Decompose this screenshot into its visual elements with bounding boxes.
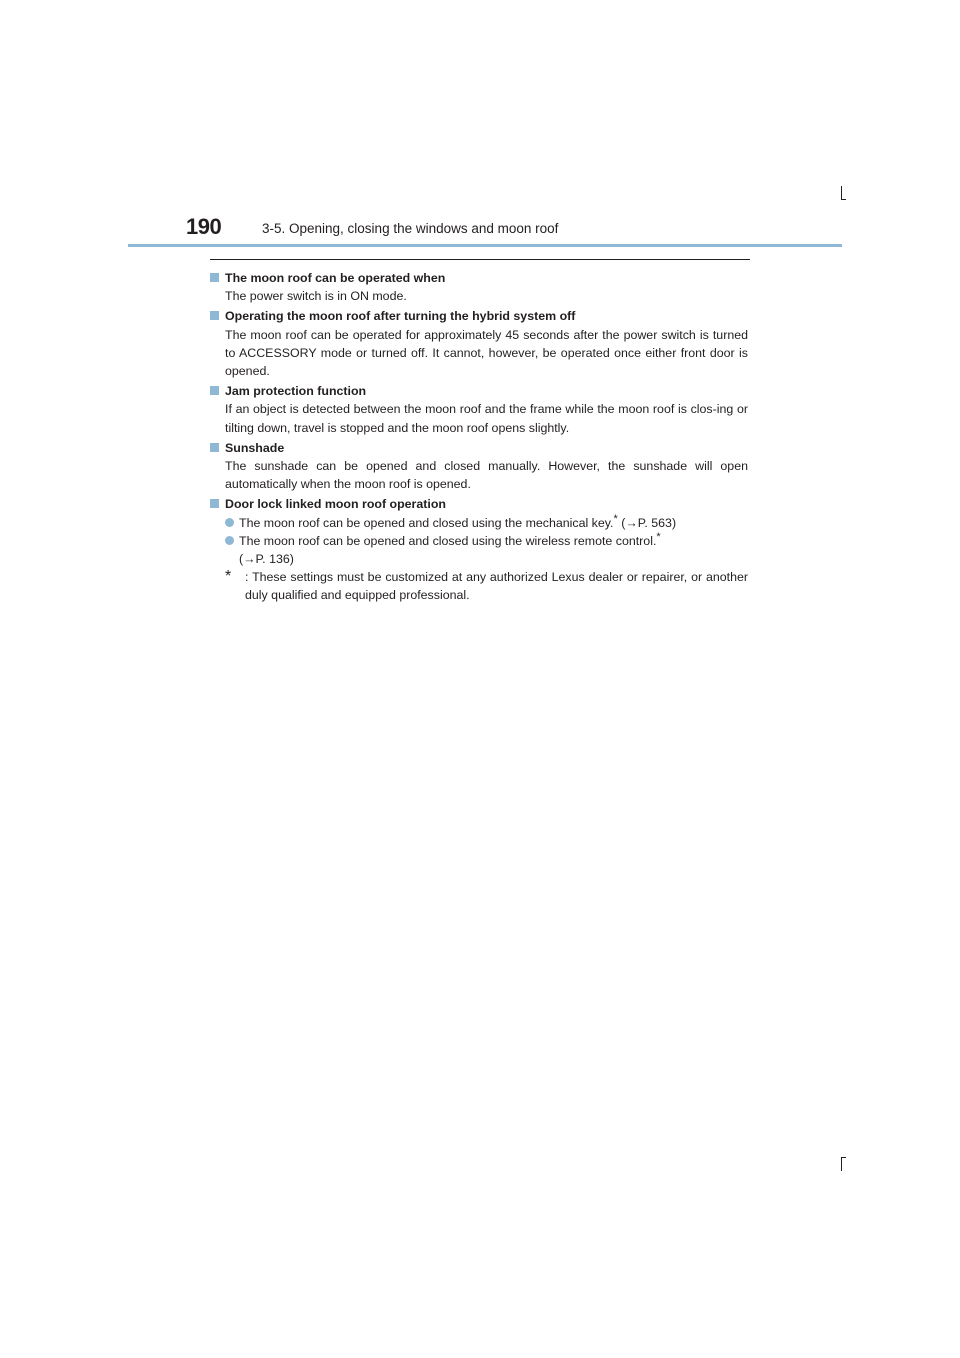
section-paragraph: The moon roof can be operated for approximately 45 seconds after the power switch is turned to ACCESSORY mode or turned off. It cannot, however, be operated once either front door is opened. bbox=[225, 327, 748, 379]
section-heading-text: Jam protection function bbox=[225, 384, 367, 399]
section-paragraph: The sunshade can be opened and closed manually. However, the sunshade will open automatically when the moon roof is opened. bbox=[225, 459, 748, 492]
section-heading-text: Sunshade bbox=[225, 440, 285, 455]
page-header bbox=[186, 214, 842, 248]
content-rule bbox=[210, 259, 750, 260]
page-reference: (→P. 136) bbox=[239, 552, 294, 567]
asterisk-mark: * bbox=[613, 512, 618, 525]
square-bullet-icon bbox=[210, 443, 219, 452]
crop-mark-bottom bbox=[841, 1157, 842, 1171]
section-paragraph: The power switch is in ON mode. bbox=[225, 289, 407, 304]
list-item bbox=[210, 514, 748, 532]
list-item bbox=[210, 532, 748, 568]
crop-mark-bottom-tick bbox=[841, 1157, 846, 1158]
square-bullet-icon bbox=[210, 499, 219, 508]
header-rule bbox=[128, 244, 842, 247]
section-heading bbox=[210, 307, 748, 325]
section-title: 3-5. Opening, closing the windows and moon roof bbox=[262, 221, 559, 236]
list-item-text: The moon roof can be opened and closed using the wireless remote control.* (→P. 136) bbox=[239, 530, 661, 567]
circle-bullet-icon bbox=[225, 518, 234, 527]
section-heading-text: Door lock linked moon roof operation bbox=[225, 497, 446, 512]
page-content bbox=[210, 268, 748, 605]
page-number: 190 bbox=[186, 214, 222, 239]
section-paragraph: If an object is detected between the moon roof and the frame while the moon roof is clos-ing or tilting down, travel is stopped and the moon roof opens slightly. bbox=[225, 402, 748, 435]
section-heading bbox=[210, 439, 748, 457]
section-heading bbox=[210, 495, 748, 513]
section-heading-text: Operating the moon roof after turning the hybrid system off bbox=[225, 309, 576, 324]
page-reference: (→P. 563) bbox=[617, 515, 677, 530]
square-bullet-icon bbox=[210, 311, 219, 320]
circle-bullet-icon bbox=[225, 536, 234, 545]
square-bullet-icon bbox=[210, 386, 219, 395]
footnote bbox=[210, 568, 748, 604]
footnote-asterisk: * bbox=[225, 568, 232, 586]
square-bullet-icon bbox=[210, 273, 219, 282]
section-heading bbox=[210, 269, 748, 287]
list-item-text: The moon roof can be opened and closed using the mechanical key.* (→P. 563) bbox=[239, 512, 677, 530]
asterisk-mark: * bbox=[656, 530, 661, 543]
crop-mark-top bbox=[841, 186, 842, 200]
crop-mark-top-tick bbox=[841, 199, 846, 200]
section-heading bbox=[210, 382, 748, 400]
footnote-text: : These settings must be customized at any authorized Lexus dealer or repairer, or another duly qualified and equipped professional. bbox=[245, 570, 748, 603]
section-heading-text: The moon roof can be operated when bbox=[225, 271, 446, 285]
